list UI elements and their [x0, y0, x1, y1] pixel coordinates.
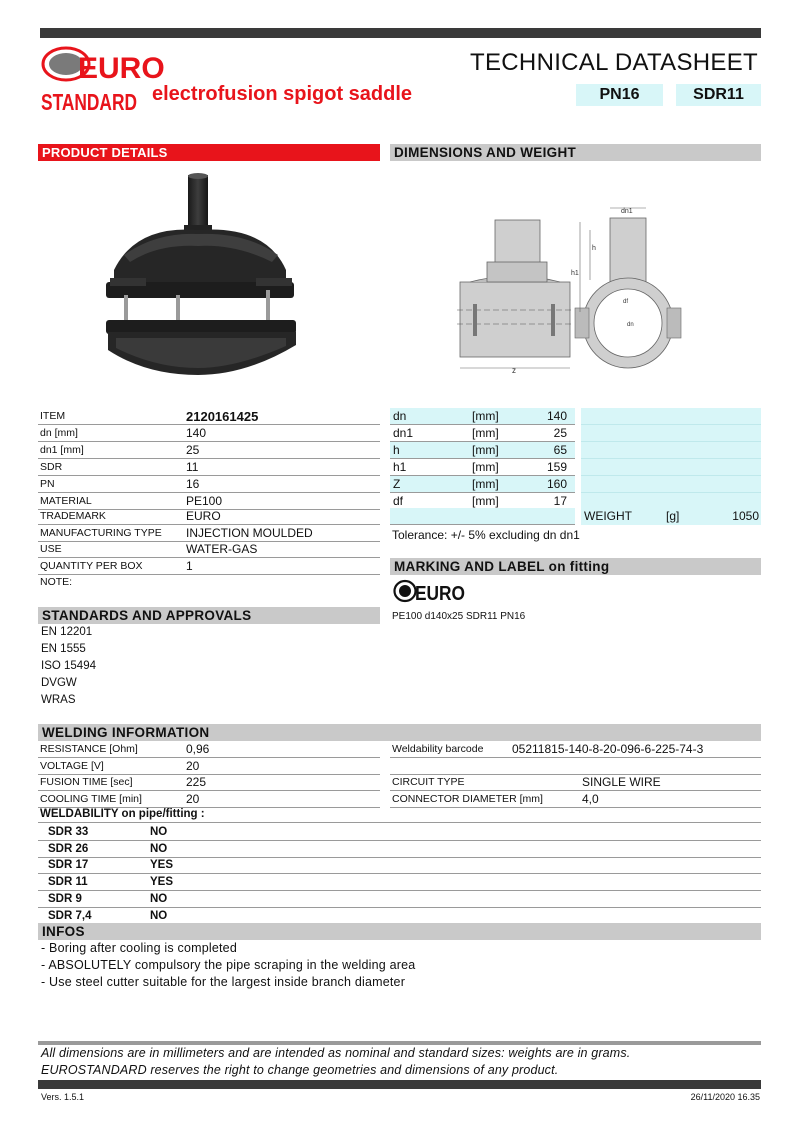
sdr-label: SDR 33	[48, 826, 89, 838]
standard-item: DVGW	[41, 677, 77, 689]
sdr-badge: SDR11	[676, 84, 761, 106]
weldability-row	[38, 841, 761, 858]
weight-unit: [g]	[666, 509, 680, 523]
dim-right-cell	[581, 476, 761, 493]
dim-z-label: z	[512, 366, 516, 375]
weight-value: 1050	[732, 509, 759, 523]
details-row	[38, 525, 380, 542]
welding-key: Weldability barcode	[392, 743, 484, 755]
euro-logo-icon	[40, 46, 165, 115]
sdr-label: SDR 26	[48, 842, 89, 855]
details-row	[38, 442, 380, 459]
dim-df-label: df	[623, 299, 629, 305]
dim-name: h	[393, 443, 400, 457]
version-text: Vers. 1.5.1	[41, 1092, 85, 1102]
details-key: NOTE:	[40, 576, 73, 588]
dim-unit: [mm]	[472, 409, 499, 423]
welding-value: SINGLE WIRE	[582, 775, 661, 789]
technical-drawing	[455, 200, 690, 380]
details-key: SDR	[40, 461, 63, 473]
details-row	[38, 408, 380, 425]
sdr-value: NO	[150, 909, 168, 922]
welding-value: 0,96	[186, 742, 210, 756]
dim-name: df	[393, 494, 404, 508]
details-row	[38, 459, 380, 476]
top-bar	[40, 28, 761, 38]
details-key: TRADEMARK	[40, 510, 106, 522]
sdr-label: SDR 11	[48, 876, 88, 889]
welding-row-right	[390, 791, 761, 808]
details-row	[38, 508, 380, 525]
product-image	[96, 170, 301, 380]
welding-row-right	[390, 758, 761, 775]
dim-empty-row	[390, 508, 575, 525]
welding-value: 05211815-140-8-20-096-6-225-74-3	[512, 742, 704, 756]
dim-name: dn	[393, 409, 407, 423]
details-row	[38, 574, 380, 590]
dim-right-cell	[581, 459, 761, 476]
product-details-header: PRODUCT DETAILS	[38, 144, 380, 161]
weight-row	[581, 508, 761, 525]
details-value: 140	[186, 426, 207, 440]
sdr-value: NO	[150, 826, 168, 838]
welding-row	[38, 741, 380, 758]
sdr-value: YES	[150, 876, 174, 889]
weldability-row	[38, 874, 761, 891]
sdr-label: SDR 7,4	[48, 909, 92, 922]
welding-row-right	[390, 741, 761, 758]
welding-key: CONNECTOR DIAMETER [mm]	[392, 792, 543, 805]
brand-top-text: EURO	[78, 52, 165, 85]
details-key: ITEM	[40, 410, 66, 422]
page-title: TECHNICAL DATASHEET	[470, 49, 758, 76]
dim-right-cell	[581, 425, 761, 442]
tolerance-text: Tolerance: +/- 5% excluding dn dn1	[392, 528, 580, 542]
details-key: USE	[40, 543, 62, 555]
details-value: 2120161425	[186, 409, 259, 424]
dim-unit: [mm]	[472, 460, 499, 474]
sdr-value: NO	[150, 892, 168, 905]
footer-note-2: EUROSTANDARD reserves the right to change geometries and dimensions of any product.	[41, 1063, 559, 1077]
dim-unit: [mm]	[472, 426, 499, 440]
dim-row	[390, 476, 575, 493]
dim-row	[390, 425, 575, 442]
welding-row-right	[390, 774, 761, 791]
brand-logo	[40, 46, 165, 115]
dim-value: 140	[546, 409, 567, 423]
weldability-title: WELDABILITY on pipe/fitting :	[40, 808, 205, 820]
details-key: QUANTITY PER BOX	[40, 560, 143, 572]
welding-row	[38, 774, 380, 791]
weldability-row	[38, 824, 761, 841]
details-value: EURO	[186, 509, 221, 523]
dim-value: 17	[553, 494, 567, 508]
weight-label: WEIGHT	[584, 509, 632, 523]
weldability-row	[38, 908, 761, 925]
welding-value: 225	[186, 775, 207, 789]
info-item: - Boring after cooling is completed	[41, 941, 237, 955]
welding-key: VOLTAGE [V]	[40, 759, 104, 772]
dim-row	[390, 442, 575, 459]
welding-value: 20	[186, 791, 200, 806]
details-value: INJECTION MOULDED	[186, 526, 313, 540]
footer-note-1: All dimensions are in millimeters and are intended as nominal and standard sizes: weights are in grams.	[41, 1046, 631, 1060]
marking-logo	[393, 579, 468, 603]
welding-value: 4,0	[582, 791, 599, 806]
details-key: PN	[40, 478, 55, 490]
footer-rule	[38, 1041, 761, 1045]
standard-item: EN 1555	[41, 643, 86, 655]
welding-row	[38, 791, 380, 808]
welding-header: WELDING INFORMATION	[38, 724, 761, 741]
details-row	[38, 558, 380, 575]
standard-item: WRAS	[41, 694, 76, 706]
marking-text: PE100 d140x25 SDR11 PN16	[392, 611, 526, 622]
product-subtitle: electrofusion spigot saddle	[152, 83, 413, 105]
dim-right-cell	[581, 442, 761, 459]
pn-badge: PN16	[576, 84, 663, 106]
details-value: 11	[186, 460, 199, 474]
dim-row	[390, 459, 575, 476]
info-item: - Use steel cutter suitable for the largest inside branch diameter	[41, 975, 406, 989]
standard-item: EN 12201	[41, 626, 93, 638]
sdr-value: NO	[150, 842, 168, 855]
sdr-label: SDR 17	[48, 859, 89, 872]
dim-value: 65	[553, 443, 567, 457]
sdr-value: YES	[150, 859, 174, 872]
sdr-label: SDR 9	[48, 892, 82, 905]
welding-key: RESISTANCE [Ohm]	[40, 743, 138, 755]
weldability-row	[38, 891, 761, 908]
dim-h-label: h	[592, 245, 596, 252]
welding-value: 20	[186, 758, 200, 773]
dim-value: 160	[546, 477, 567, 491]
details-key: dn [mm]	[40, 427, 78, 439]
marking-logo-text: EURO	[415, 583, 465, 605]
dim-h1-label: h1	[571, 270, 579, 277]
standard-item: ISO 15494	[41, 660, 96, 672]
date-text: 26/11/2020 16.35	[690, 1092, 760, 1102]
marking-header: MARKING AND LABEL on fitting	[390, 558, 761, 575]
welding-key: FUSION TIME [sec]	[40, 776, 133, 788]
infos-header: INFOS	[38, 923, 761, 940]
details-value: 25	[186, 443, 200, 457]
dim-value: 25	[553, 426, 567, 440]
dim-unit: [mm]	[472, 443, 499, 457]
dim-name: dn1	[393, 426, 414, 440]
bottom-bar	[38, 1080, 761, 1089]
dimensions-header: DIMENSIONS AND WEIGHT	[390, 144, 761, 161]
details-row	[38, 541, 380, 558]
welding-key: CIRCUIT TYPE	[392, 776, 465, 788]
brand-bottom-text: STANDARD	[41, 89, 137, 115]
details-value: WATER-GAS	[186, 542, 258, 556]
standards-header: STANDARDS AND APPROVALS	[38, 607, 380, 624]
details-value: PE100	[186, 494, 223, 508]
dim-name: Z	[393, 477, 401, 491]
welding-row	[38, 758, 380, 775]
details-value: 1	[186, 559, 193, 573]
dim-row	[390, 408, 575, 425]
dim-right-cell	[581, 408, 761, 425]
info-item: - ABSOLUTELY compulsory the pipe scraping in the welding area	[41, 958, 416, 972]
details-key: dn1 [mm]	[40, 444, 84, 456]
details-row	[38, 425, 380, 442]
dim-unit: [mm]	[472, 494, 499, 508]
weldability-title-line	[38, 822, 761, 823]
dim-unit: [mm]	[472, 477, 499, 491]
welding-key: COOLING TIME [min]	[40, 792, 142, 805]
details-value: 16	[186, 477, 200, 491]
dim-name: h1	[393, 460, 407, 474]
weldability-row	[38, 857, 761, 874]
details-key: MATERIAL	[40, 495, 92, 507]
euro-mark-icon	[393, 579, 468, 603]
dim-dn-label: dn	[627, 322, 634, 328]
dim-dn1-label: dn1	[621, 208, 633, 215]
details-row	[38, 476, 380, 493]
details-key: MANUFACTURING TYPE	[40, 527, 162, 539]
dim-value: 159	[546, 460, 567, 474]
